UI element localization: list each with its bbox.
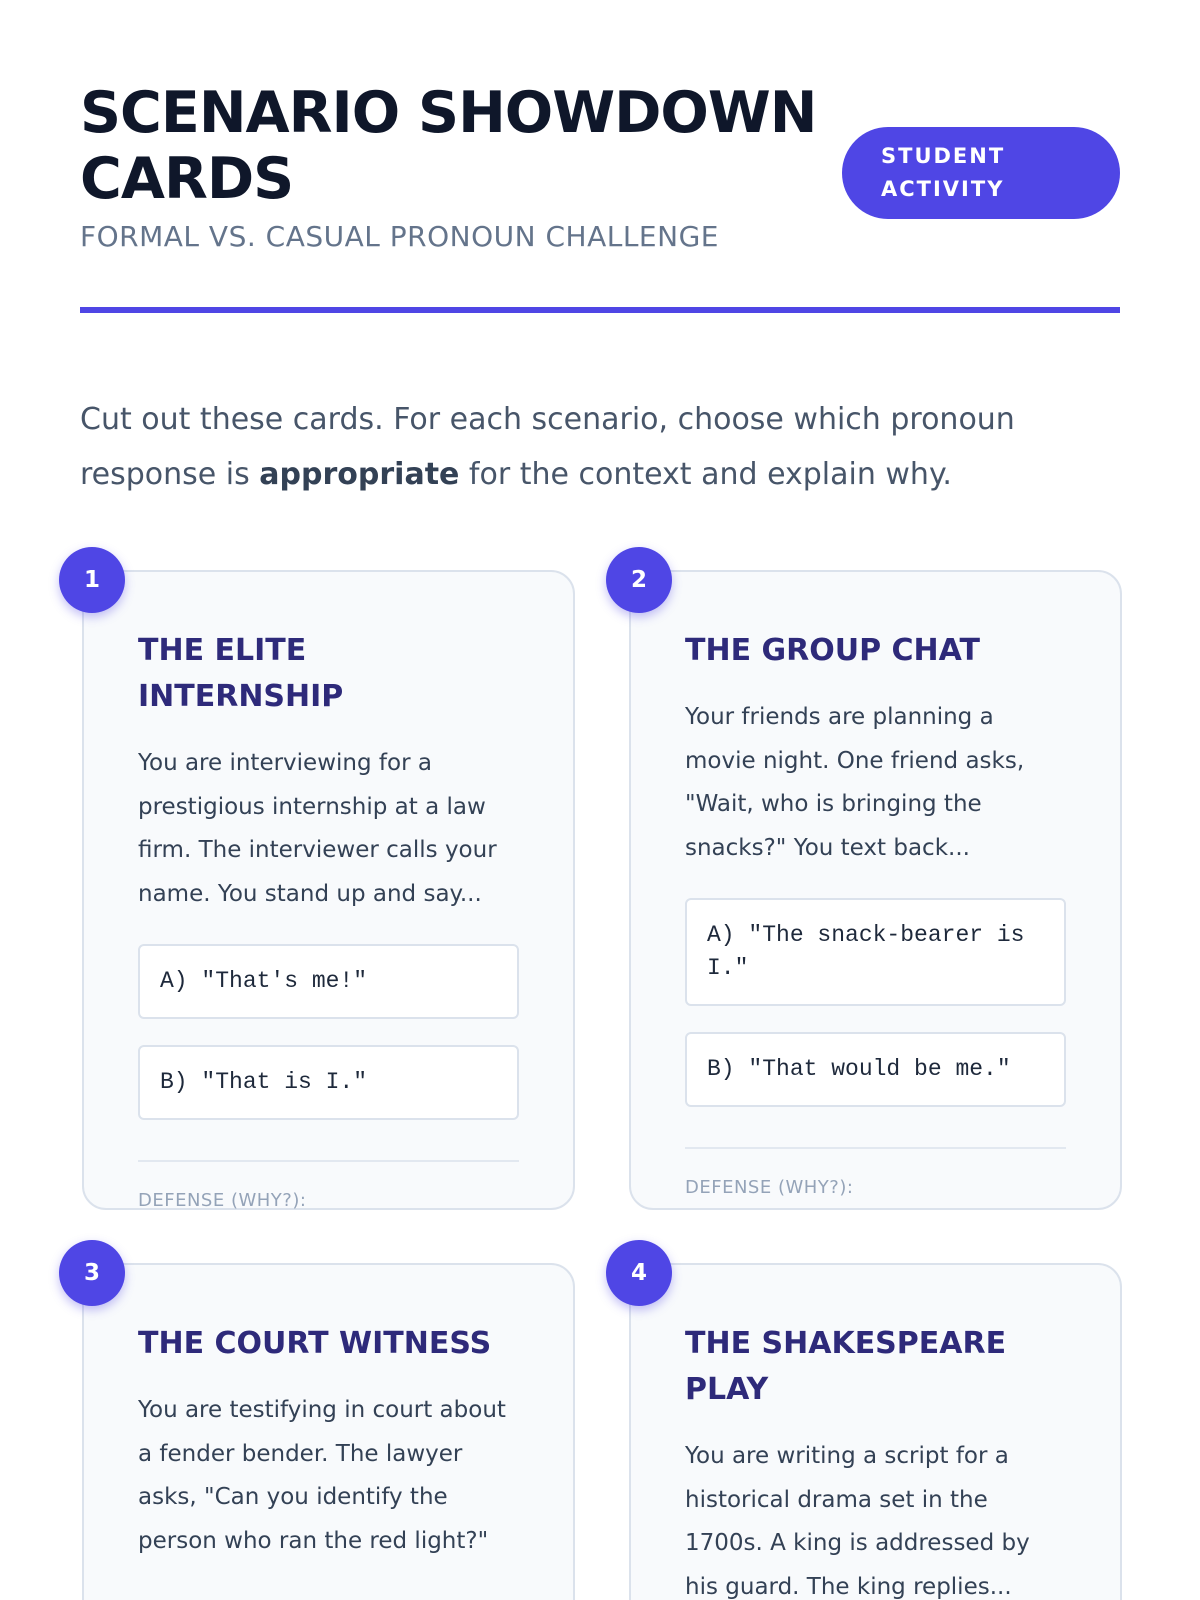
page-subtitle: FORMAL VS. CASUAL PRONOUN CHALLENGE — [80, 220, 719, 253]
scenario-card-1 — [82, 567, 575, 1211]
card-number-badge: 4 — [606, 1240, 672, 1306]
option-b: B) "That is I." — [138, 1045, 519, 1120]
card-title: THE SHAKESPEARE PLAY — [685, 1326, 1007, 1407]
card-divider — [685, 1147, 1066, 1149]
page-title: SCENARIO SHOWDOWN CARDS — [80, 80, 817, 212]
scenario-card-3 — [82, 1260, 575, 1600]
card-title: THE ELITE INTERNSHIP — [138, 633, 344, 714]
scenario-card-4 — [629, 1260, 1122, 1600]
card-divider — [138, 1160, 519, 1162]
card-number-badge: 2 — [606, 547, 672, 613]
card-scenario-text: Your friends are planning a movie night. One friend asks, "Wait, who is bringing the snacks?" You text back... — [685, 704, 1025, 861]
instructions — [80, 392, 1100, 502]
card-scenario-text: You are writing a script for a historical drama set in the 1700s. A king is addressed by his guard. The king replies... — [685, 1443, 1030, 1600]
card-title: THE GROUP CHAT — [685, 633, 981, 668]
card-number-badge: 3 — [59, 1240, 125, 1306]
option-a: A) "The snack-bearer is I." — [685, 898, 1066, 1006]
card-scenario-text: You are interviewing for a prestigious internship at a law firm. The interviewer calls your name. You stand up and say... — [138, 750, 497, 907]
header — [80, 80, 1120, 253]
option-a: A) "That's me!" — [138, 944, 519, 1019]
instructions-text-end: for the context and explain why. — [459, 457, 952, 492]
card-title: THE COURT WITNESS — [138, 1326, 492, 1361]
instructions-emphasis: appropriate — [259, 457, 460, 492]
instructions-text-start: Cut out these cards. For each scenario, choose which pronoun response is — [80, 402, 1015, 492]
defense-label: DEFENSE (WHY?): — [685, 1177, 854, 1198]
scenario-card-2 — [629, 567, 1122, 1210]
card-number-badge: 1 — [59, 547, 125, 613]
option-b: B) "That would be me." — [685, 1032, 1066, 1107]
header-divider — [80, 307, 1120, 313]
card-scenario-text: You are testifying in court about a fender bender. The lawyer asks, "Can you identify the person who ran the red light?" — [138, 1397, 506, 1554]
defense-label: DEFENSE (WHY?): — [138, 1190, 307, 1211]
student-activity-badge: STUDENT ACTIVITY — [842, 127, 1120, 219]
